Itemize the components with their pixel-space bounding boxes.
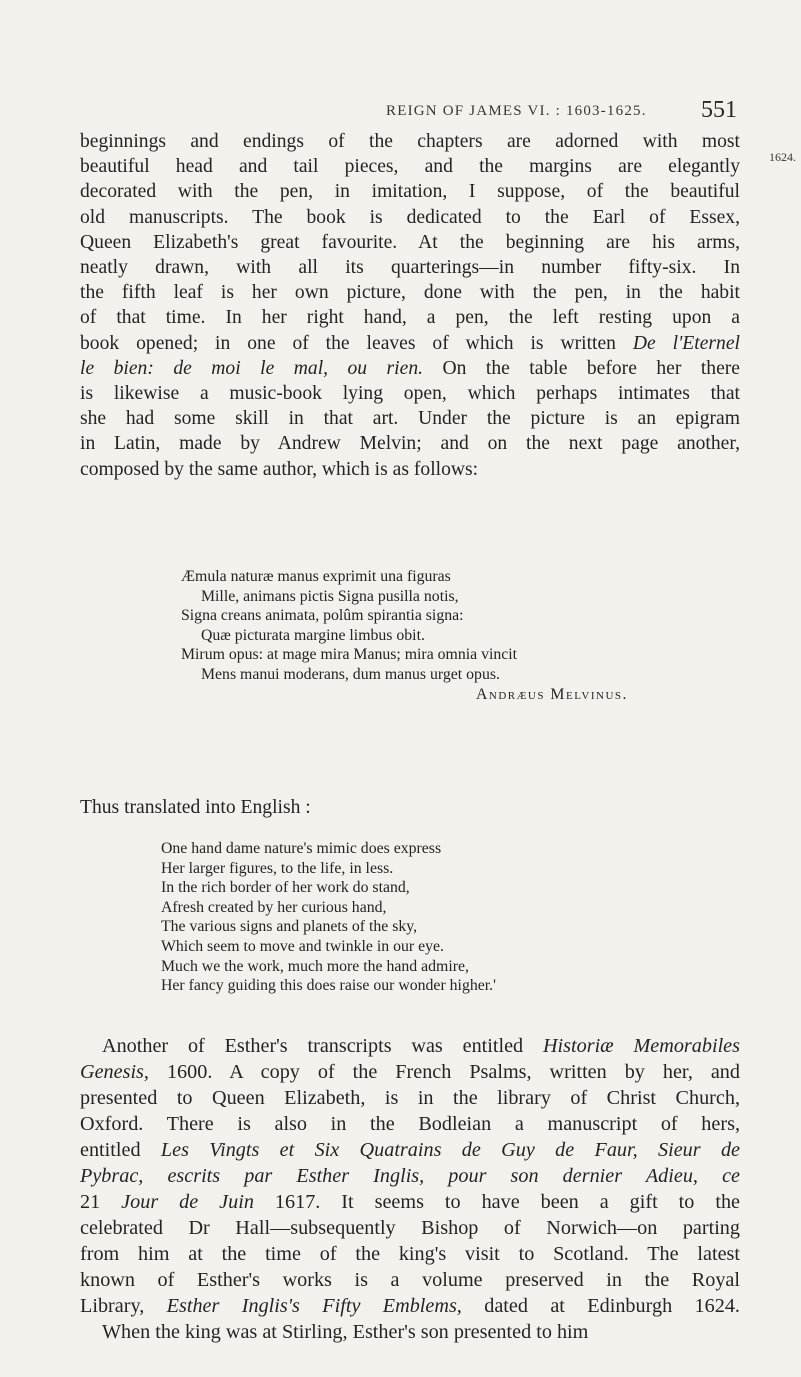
text-line: known of Esther's works is a volume preserved in the Royal <box>80 1269 740 1291</box>
text-line: she had some skill in that art. Under the picture is an epigram <box>80 408 740 430</box>
paragraph-1 <box>80 129 740 482</box>
text-line: Pybrac, escrits par Esther Inglis, pour son dernier Adieu, ce <box>80 1165 740 1187</box>
text-line: of that time. In her right hand, a pen, the left resting upon a <box>80 307 740 329</box>
translation-intro: Thus translated into English : <box>80 797 311 818</box>
text-line: celebrated Dr Hall—subsequently Bishop of Norwich—on parting <box>80 1217 740 1239</box>
poem-line: Æmula naturæ manus exprimit una figuras <box>181 568 451 585</box>
text-line: in Latin, made by Andrew Melvin; and on the next page another, <box>80 433 740 455</box>
epigram-author: Andræus Melvinus. <box>476 685 628 703</box>
poem-line: Mille, animans pictis Signa pusilla notis, <box>201 587 459 605</box>
italic-title: De l'Eternel <box>632 332 740 354</box>
text-line: Genesis, 1600. A copy of the French Psalms, written by her, and <box>80 1061 740 1083</box>
running-head: REIGN OF JAMES VI. : 1603-1625. <box>386 103 647 119</box>
text-line: decorated with the pen, in imitation, I suppose, of the beautiful <box>80 181 740 203</box>
page-number: 551 <box>701 97 737 123</box>
text-line: presented to Queen Elizabeth, is in the library of Christ Church, <box>80 1087 740 1109</box>
italic-motto: le bien: de moi le mal, ou rien. <box>80 357 424 379</box>
poem-line: Her fancy guiding this does raise our wonder higher.' <box>161 977 496 995</box>
poem-line: Much we the work, much more the hand admire, <box>161 957 469 975</box>
text-line: from him at the time of the king's visit to Scotland. The latest <box>80 1243 740 1265</box>
poem-line: Signa creans animata, polûm spirantia signa: <box>181 607 464 625</box>
text-line: is likewise a music-book lying open, which perhaps intimates that <box>80 383 740 405</box>
text-line: composed by the same author, which is as follows: <box>80 458 479 480</box>
poem-line: Afresh created by her curious hand, <box>161 898 387 916</box>
text-line: old manuscripts. The book is dedicated to the Earl of Essex, <box>80 206 740 228</box>
text-line: beginnings and endings of the chapters are adorned with most <box>80 131 740 152</box>
paragraph-2 <box>80 1033 740 1345</box>
poem-line: One hand dame nature's mimic does express <box>161 840 442 857</box>
poem-line: Her larger figures, to the life, in less. <box>161 859 394 877</box>
text-line: entitled Les Vingts et Six Quatrains de Guy de Faur, Sieur de <box>80 1139 740 1161</box>
poem-line: Mens manui moderans, dum manus urget opus. <box>201 665 500 683</box>
text-line: beautiful head and tail pieces, and the margins are elegantly <box>80 156 740 178</box>
poem-line: Quæ picturata margine limbus obit. <box>201 626 425 644</box>
poem-line: The various signs and planets of the sky, <box>161 918 418 936</box>
text-line: book opened; in one of the leaves of which is written De l'Eternel <box>80 332 740 354</box>
text-line: Oxford. There is also in the Bodleian a manuscript of hers, <box>80 1113 740 1135</box>
text-line: Queen Elizabeth's great favourite. At the beginning are his arms, <box>80 231 740 253</box>
text-line: the fifth leaf is her own picture, done with the pen, in the habit <box>80 282 740 304</box>
english-translation <box>161 839 496 996</box>
text-line: le bien: de moi le mal, ou rien. On the table before her there <box>80 357 740 379</box>
text-line: Library, Esther Inglis's Fifty Emblems, dated at Edinburgh 1624. <box>80 1295 740 1317</box>
margin-year-note: 1624. <box>769 150 796 164</box>
poem-line: Mirum opus: at mage mira Manus; mira omnia vincit <box>181 646 518 664</box>
text-line: Another of Esther's transcripts was entitled Historiæ Memorabiles <box>102 1035 740 1057</box>
poem-line: In the rich border of her work do stand, <box>161 879 410 897</box>
poem-line: Which seem to move and twinkle in our eye. <box>161 937 444 955</box>
text-line: When the king was at Stirling, Esther's son presented to him <box>102 1321 589 1343</box>
text-line: 21 Jour de Juin 1617. It seems to have been a gift to the <box>80 1191 741 1213</box>
text-line: neatly drawn, with all its quarterings—in number fifty-six. In <box>80 257 740 279</box>
latin-epigram <box>181 567 628 704</box>
